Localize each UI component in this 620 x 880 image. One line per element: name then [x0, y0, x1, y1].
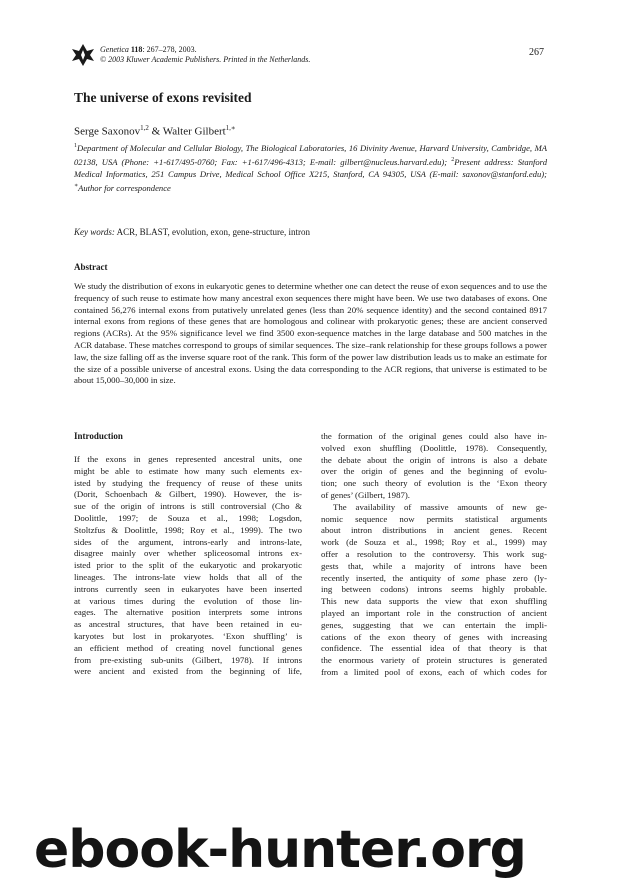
text-line: the enormous variety of protein structures is generated: [321, 655, 547, 666]
text-line: This new data supports the view that exon shuffling: [321, 596, 547, 607]
text-line: about intron distributions in ancient genes. Recent: [321, 525, 547, 536]
journal-citation: [100, 45, 197, 55]
intro-column-2: [321, 431, 547, 679]
text-line: an efficient method of creating novel functional genes: [74, 642, 302, 653]
journal-name: Genetica: [100, 45, 129, 54]
text-line: [321, 573, 547, 585]
text-line: eages. The alternative position interprets some introns: [74, 607, 302, 618]
affiliations: [74, 140, 547, 194]
keywords-text: ACR, BLAST, evolution, exon, gene-structure, intron: [114, 227, 310, 237]
text-line: The availability of massive amounts of new ge-: [333, 501, 547, 512]
affil-sup-1: 1: [74, 143, 77, 149]
text-line: of genes’ (Gilbert, 1987).: [321, 489, 410, 500]
affil-text-1: Department of Molecular and Cellular Biology, The Biological Laboratories, 16 Divinity Avenue, Harvard University, Cambridge, MA 02138, USA (Phone: +1-617/495-0760; Fax: +1-617/496-4313; E-mail: gilbert@nucleus.harvard.edu);: [74, 142, 547, 167]
author-1: Serge Saxonov: [74, 125, 141, 138]
text-fragment: recently inserted, the antiquity of: [321, 572, 462, 583]
text-line: played an important role in the construction of ancient: [321, 607, 547, 618]
text-line: ing between codons) introns seems highly probable.: [321, 584, 547, 595]
abstract-heading: Abstract: [74, 262, 108, 272]
affil-text-2: Present address: Stanford Medical Informatics, 251 Campus Drive, Medical School Office X215, Stanford, CA 94305, USA (E-mail: saxonov@stanford.edu);: [74, 156, 547, 179]
text-line: karyotes but lost in prokaryotes. ‘Exon shuffling’ is: [74, 630, 302, 641]
text-line: introns currently seen in eukaryotes have been inserted: [74, 583, 302, 594]
affil-text-3: Author for correspondence: [78, 182, 171, 193]
text-line: as ancestral structures, that have been retained in eu-: [74, 619, 302, 630]
text-line: (Dorit, Schoenbach & Gilbert, 1990). However, the is-: [74, 489, 302, 500]
text-line: might be able to estimate how many such elements ex-: [74, 465, 302, 476]
text-line: nomic sequence now permits statistical arguments: [321, 513, 547, 524]
author-1-affil: 1,2: [140, 124, 149, 132]
text-line: work (de Souza et al., 1998; Roy et al., 1999) may: [321, 537, 547, 548]
text-line: disagree mainly over whether spliceosomal introns ex-: [74, 548, 302, 559]
text-line: If the exons in genes represented ancestral units, one: [74, 454, 302, 464]
paper-title: The universe of exons revisited: [74, 90, 252, 105]
keywords: [74, 227, 310, 237]
text-line: the formation of the original genes could also have in-: [321, 431, 547, 441]
text-line: the debate about the origin of introns is also a debate: [321, 454, 547, 465]
page-number: 267: [529, 47, 544, 58]
text-line: confidence. The essential idea of that theory is that: [321, 643, 547, 654]
text-line: volved exon shuffling (Doolittle, 1978). Consequently,: [321, 442, 547, 453]
text-line: over the origin of genes and the beginning of evolu-: [321, 466, 547, 477]
author-list: [74, 124, 236, 138]
affil-sup-2: 2: [451, 156, 455, 163]
text-line: sides of the argument, introns-early and introns-late,: [74, 536, 302, 547]
text-line: isted by studying the frequency of reuse of these units: [74, 477, 302, 488]
copyright-line: © 2003 Kluwer Academic Publishers. Printed in the Netherlands.: [100, 55, 311, 64]
text-line: tion; one such theory of evolution is the ‘Exon theory: [321, 478, 547, 489]
text-fragment: phase zero (ly-: [479, 572, 547, 583]
journal-volume: 118: [130, 45, 143, 54]
author-conjunction: &: [148, 125, 163, 138]
abstract-body: We study the distribution of exons in eukaryotic genes to determine whether one can detect the reuse of exon sequences and to use the frequency of such reuse to estimate how many ancestral exon sequences there might have been. We use two databases of exons. One contained 56,276 internal exons from putatively unrelated genes (less than 20% sequence identity) and the second contained 8917 internal exons from regions of these genes that are homologous and colinear with prokaryotic genes; these are ancient conserved regions (ACRs). At the 95% significance level we find 3500 exon-sequence matches in the large database and 500 matches in the ACR database. These matches correspond to groups of similar sequences. The size–rank relationship for these groups follows a power law, the size falling off as the inverse square root of the rank. This form of the power law distribution leads us to make an estimate for the size of a possible universe of ancestral exons. Using the data corresponding to the ACR regions, that universe is estimated to be about 15,000–30,000 in size.: [74, 281, 547, 386]
text-line: lineages. The introns-late view holds that all of the: [74, 571, 302, 582]
text-line: isted prior to the split of the eukaryotic and prokaryotic: [74, 560, 302, 571]
text-line: cations of the exon theory of genes with increasing: [321, 631, 547, 642]
text-line: sue of the origin of introns is still controversial (Cho &: [74, 501, 302, 512]
author-2-affil: 1,∗: [225, 124, 236, 132]
text-line: Stoltzfus & Doolittle, 1998; Roy et al., 1999). The two: [74, 524, 302, 535]
text-line: at various times during the evolution of those lin-: [74, 595, 302, 606]
kluwer-logo-icon: [72, 44, 94, 66]
text-line: from pre-existing sub-units (Gilbert, 1978). If introns: [74, 654, 302, 665]
text-line: from a limited pool of exons, each of which codes for: [321, 666, 547, 677]
text-line: offer a resolution to the controversy. This work sug-: [321, 548, 547, 559]
author-2: Walter Gilbert: [162, 125, 226, 138]
emphasis: some: [461, 572, 480, 583]
keywords-label: Key words:: [74, 227, 115, 237]
text-line: gests that, while a majority of introns have been: [321, 560, 547, 571]
text-line: Doolittle, 1997; de Souza et al., 1998; Logsdon,: [74, 512, 302, 523]
text-line: were ancient and existed from the beginning of life,: [74, 666, 302, 677]
journal-pages: : 267–278, 2003.: [142, 45, 197, 54]
introduction-heading: Introduction: [74, 431, 123, 441]
intro-column-1: [74, 454, 302, 678]
watermark: ebook-hunter.org: [34, 820, 526, 880]
text-line: genes, suggesting that we can entertain the impli-: [321, 619, 547, 630]
affil-sup-3: ∗: [74, 182, 79, 189]
